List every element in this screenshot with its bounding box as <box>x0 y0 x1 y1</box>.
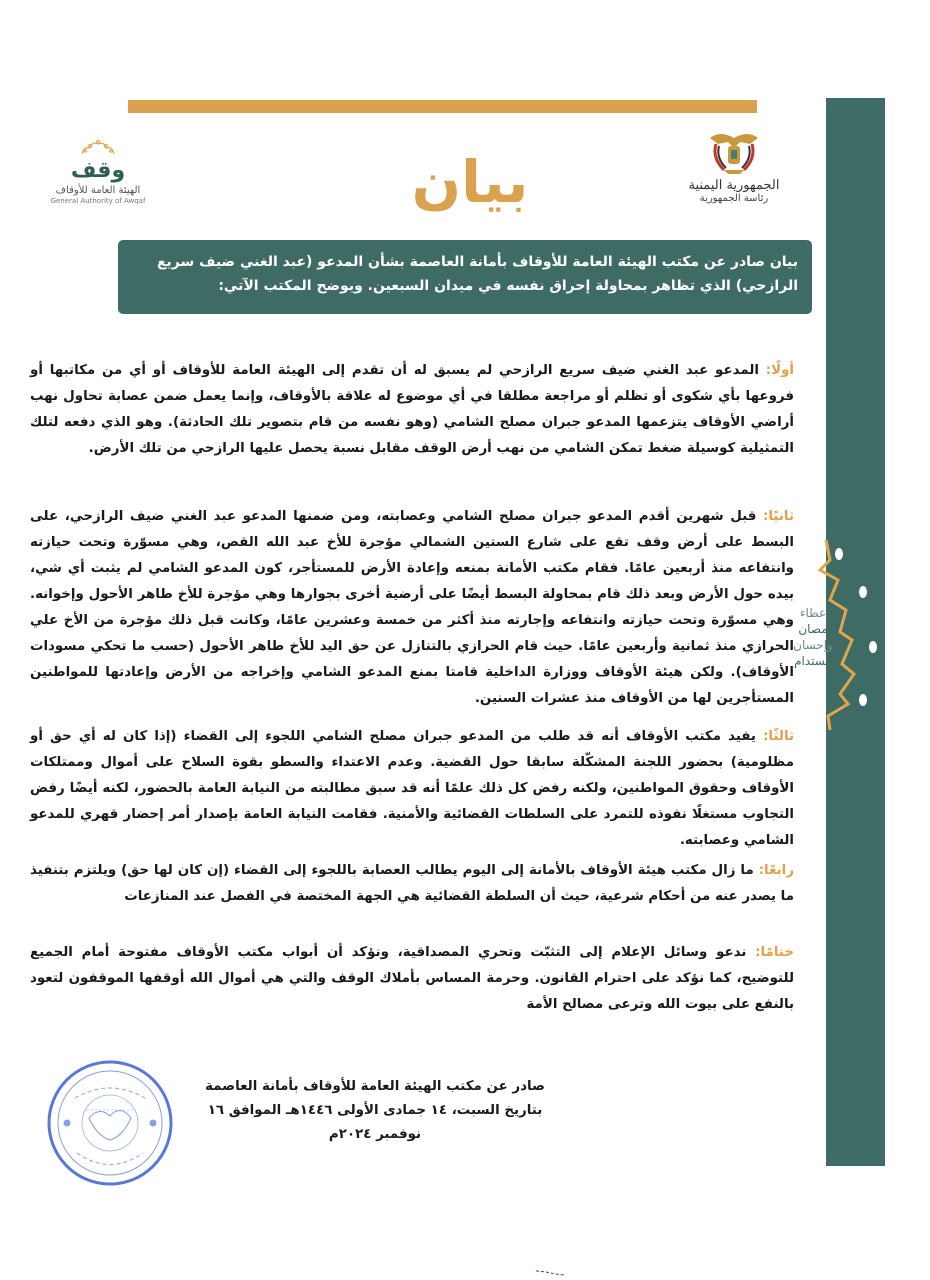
issuer-signature <box>190 1075 560 1147</box>
paragraph-lead: ثالثًا: <box>763 729 794 744</box>
paragraph-lead: ثانيًا: <box>763 509 794 524</box>
awqaf-english-name: General Authority of Awqaf <box>50 197 146 205</box>
emblem-line-2: رئاسة الجمهورية <box>699 193 769 204</box>
awqaf-logo-word: وقف <box>70 158 126 183</box>
awqaf-logo-icon <box>76 138 120 156</box>
presidency-emblem <box>684 128 784 218</box>
paragraph-text: ندعو وسائل الإعلام إلى التثبّت وتحري المصداقية، ونؤكد أن أبواب مكتب الأوقاف مفتوحة أمام الجميع للتوضيح، كما نؤكد على احترام القانون. وحرمة المساس بأملاك الوقف والتي هي أموال الله أوقفها الموقفون لتعود بالنفع على بيوت الله وترعى مصالح الأمة <box>30 945 794 1012</box>
pen-mark-icon <box>536 1270 566 1276</box>
paragraph-closing <box>30 940 794 1018</box>
emblem-line-1: الجمهورية اليمنية <box>688 178 780 193</box>
paragraph-lead: أولًا: <box>765 363 794 378</box>
awqaf-arabic-name: الهيئة العامة للأوقاف <box>55 185 141 196</box>
side-tag-line: مصان <box>798 622 828 636</box>
paragraph-fourth <box>30 858 794 910</box>
yemen-eagle-emblem-icon <box>706 128 762 176</box>
page-title: بيان <box>411 148 529 216</box>
paragraph-lead: ختامًا: <box>755 945 794 960</box>
paragraph-first <box>30 358 794 462</box>
side-tagline <box>790 605 836 669</box>
statement-summary-banner: بيان صادر عن مكتب الهيئة العامة للأوقاف بأمانة العاصمة بشأن المدعو (عبد الغني ضيف سريع الرازحي) الذي تظاهر بمحاولة إحراق نفسه في ميدان السبعين. ويوضح المكتب الآتي: <box>118 240 812 314</box>
header-gold-bar <box>128 100 757 113</box>
paragraph-text: المدعو عبد الغني ضيف سريع الرازحي لم يسبق له أن تقدم إلى الهيئة العامة للأوقاف أو أي من مكاتبها أو فروعها بأي شكوى أو تظلم أو مراجعة مطلقا في أي موضوع له علاقة بالأوقاف، وإنما يعمل ضمن عصابة تحاول نهب أراضي الأوقاف يتزعمها المدعو جبران مصلح الشامي (وهو نفسه من قام بتصوير تلك الحادثة). وهو الذي دفعه لتلك التمثيلية كوسيلة ضغط تمكن الشامي من نهب أرض الوقف مقابل نسبة يحصل عليها الرازحي من تلك الأرض. <box>30 363 794 456</box>
paragraph-text: قبل شهرين أقدم المدعو جبران مصلح الشامي وعصابته، ومن ضمنها المدعو عبد الغني ضيف الرازحي، على البسط على أرض وقف تقع على شارع الستين الشمالي مؤجرة للأخ عبد الله القص، وهي مسوّرة وتحت حيازته وانتفاعه منذ أربعين عامًا. فقام مكتب الأمانة بمنعه وإعادة الأرض للمستأجر، كون المدعو الشامي لم يثبت أي شي، بيده حول الأرض وبعد ذلك قام بمحاولة البسط أيضًا على أرضية أخرى بجوارها وهي مؤجرة للأخ طاهر الأحول وإخوانه. وهي مسوّرة وتحت حيازته وانتفاعه وإجارته منذ أكثر من خمسة وعشرين عامًا، وكانت قبل ذلك مؤجرة من الأخ علي الحرازي منذ ثمانية وأربعين عامًا. حيث قام الحرازي بالتنازل عن حق اليد للأخ طاهر الأحول (حسب ما تحكي مسودات الأوقاف). ولكن هيئة الأوقاف ووزارة الداخلية قامتا بمنع المدعو الشامي وإخراجه من الأرض وإعادتها للمواطنين المستأجرين لها من الأوقاف منذ عشرات السنين. <box>30 509 794 706</box>
side-tag-line: مستدام <box>794 654 832 668</box>
paragraph-third <box>30 724 794 854</box>
side-tag-line: عطاء <box>799 606 827 620</box>
side-tag-line: وإحسان <box>793 638 833 652</box>
paragraph-text: يفيد مكتب الأوقاف أنه قد طلب من المدعو جبران مصلح الشامي اللجوء إلى القضاء (إذا كان له أي حق أو مظلومية) بحضور اللجنة المشكّلة سابقا حول القضية. وعدم الاعتداء والسطو بقوة السلاح على أموال وممتلكات الأوقاف وحقوق المواطنين، ولكنه رفض كل ذلك علمًا أنه قد سبق مطالبته من النيابة العامة بالحضور، لكنه أيضًا رفض التجاوب مستغلًا نفوذه للتمرد على السلطات القضائية والأمنية. فقامت النيابة العامة بإصدار أمر إحضار قهري للمدعو الشامي وعصابته. <box>30 729 794 848</box>
awqaf-logo <box>48 138 148 205</box>
official-seal-stamp-icon <box>45 1058 175 1188</box>
issuer-line: صادر عن مكتب الهيئة العامة للأوقاف بأمانة العاصمة <box>205 1079 545 1094</box>
paragraph-lead: رابعًا: <box>758 863 794 878</box>
issue-date: بتاريخ السبت، ١٤ جمادى الأولى ١٤٤٦هـ الموافق ١٦ نوفمبر ٢٠٢٤م <box>207 1103 543 1142</box>
paragraph-second <box>30 504 794 712</box>
paragraph-text: ما زال مكتب هيئة الأوقاف بالأمانة إلى اليوم يطالب العصابة باللجوء إلى القضاء (إن كان لها حق) ويلتزم بتنفيذ ما يصدر عنه من أحكام شرعية، حيث أن السلطة القضائية هي الجهة المختصة في الفصل عند المنازعات <box>30 863 794 904</box>
